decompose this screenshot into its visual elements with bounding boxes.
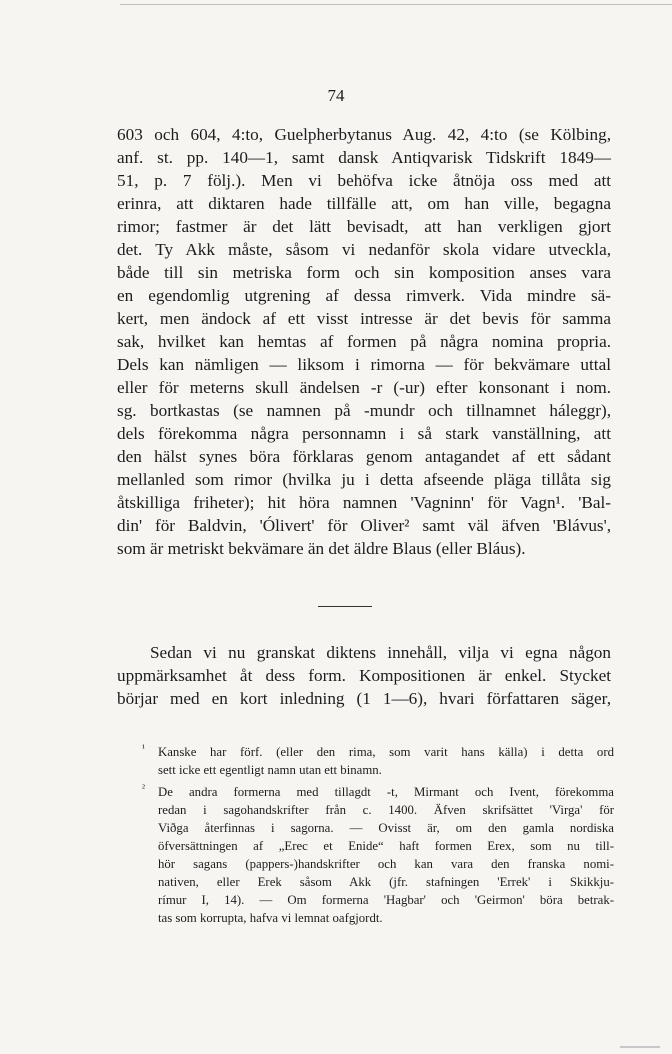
text-line: anf. st. pp. 140—1, samt dansk Antiqvarisk Tidskrift 1849— [117,148,611,167]
footnote-line: sett icke ett egentligt namn utan ett binamn. [158,763,382,777]
footnote-line: De andra formerna med tillagdt -t, Mirmant och Ivent, förekomma [158,785,614,799]
text-line: Sedan vi nu granskat diktens innehåll, vilja vi egna någon [150,643,611,662]
text-line: sg. bortkastas (se namnen på -mundr och tillnamnet háleggr), [117,401,611,420]
text-line: det. Ty Akk måste, såsom vi nedanför skola vidare utveckla, [117,240,611,259]
text-line: sak, hvilket kan hemtas af formen på några nomina propria. [117,332,611,351]
text-line: både till sin metriska form och sin komposition anses vara [117,263,611,282]
text-line: eller för meterns skull ändelsen -r (-ur) efter konsonant i nom. [117,378,611,397]
footnote-line: Viðga återfinnas i sagorna. — Ovisst är, om den gamla nordiska [158,821,614,835]
footnote-marker: ² [142,783,145,794]
text-line: uppmärksamhet åt dess form. Kompositionen är enkel. Stycket [117,666,611,685]
text-line: en egendomlig utgrening af dessa rimverk. Vida mindre sä- [117,286,611,305]
text-line: börjar med en kort inledning (1 1—6), hvari författaren säger, [117,689,611,708]
text-line: 51, p. 7 följ.). Men vi behöfva icke åtnöja oss med att [117,171,611,190]
section-divider [318,606,372,607]
footnote-line: Kanske har förf. (eller den rima, som varit hans källa) i detta ord [158,745,614,759]
scan-artifact [620,1046,660,1048]
text-line: Dels kan nämligen — liksom i rimorna — för bekvämare uttal [117,355,611,374]
footnote-marker: ¹ [142,743,145,754]
text-line: din' för Baldvin, 'Ólivert' för Oliver² samt väl äfven 'Blávus', [117,516,611,535]
text-line: erinra, att diktaren hade tillfälle att, om han ville, begagna [117,194,611,213]
scan-edge-line [120,4,672,5]
footnote-line: redan i sagohandskrifter från c. 1400. Äfven skrifsättet 'Virga' för [158,803,614,817]
footnote-line: rímur I, 14). — Om formerna 'Hagbar' och 'Geirmon' böra betrak- [158,893,614,907]
text-line: den hälst synes böra förklaras genom antagandet af ett sådant [117,447,611,466]
text-line: 603 och 604, 4:to, Guelpherbytanus Aug. 42, 4:to (se Kölbing, [117,125,611,144]
footnote-line: öfversättningen af „Erec et Enide“ haft formen Erex, som nu till- [158,839,614,853]
text-line: som är metriskt bekvämare än det äldre Blaus (eller Bláus). [117,539,526,558]
text-line: kert, men ändock af ett visst intresse är det bevis för samma [117,309,611,328]
text-line: mellanled som rimor (hvilka ju i detta afseende pläga tillåta sig [117,470,611,489]
text-line: rimor; fastmer är det lätt bevisadt, att han verkligen gjort [117,217,611,236]
footnote-line: tas som korrupta, hafva vi lemnat oafgjordt. [158,911,383,925]
text-line: dels förekomma några personnamn i så stark vanställning, att [117,424,611,443]
text-line: åtskilliga friheter); hit höra namnen 'Vagninn' för Vagn¹. 'Bal- [117,493,611,512]
page-number: 74 [327,86,345,105]
footnote-line: hör sagans (pappers-)handskrifter och kan vara den franska nomi- [158,857,614,871]
footnote-line: nativen, eller Erek såsom Akk (jfr. stafningen 'Errek' i Skikkju- [158,875,614,889]
